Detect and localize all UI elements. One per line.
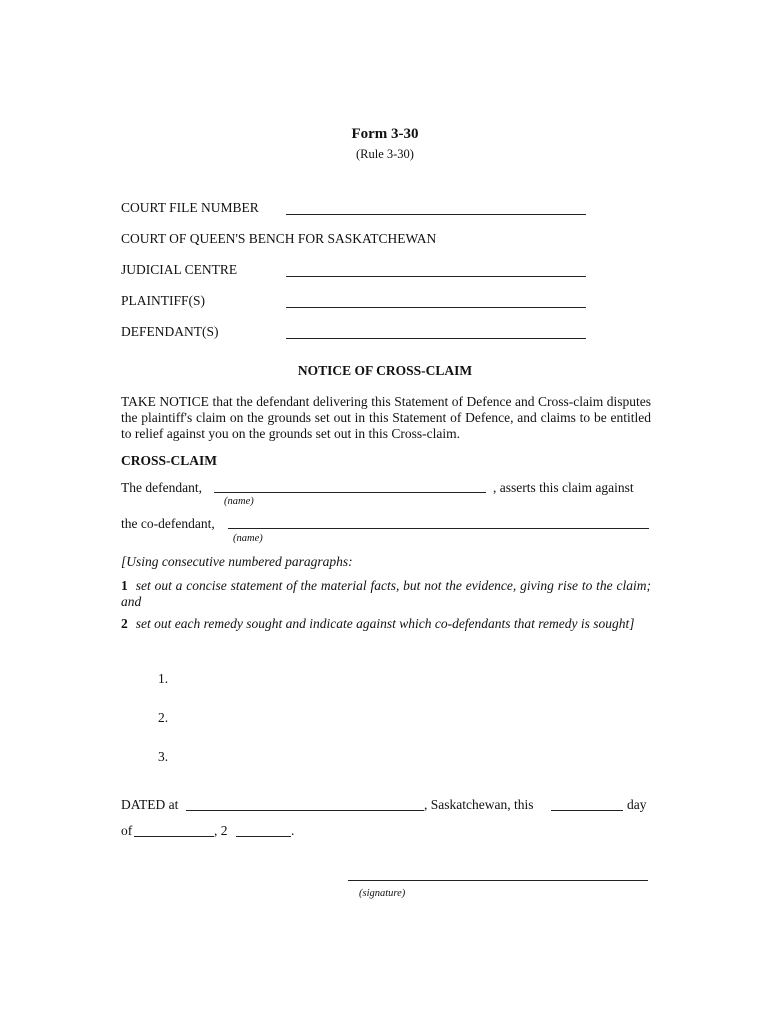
court-file-number-field[interactable] bbox=[286, 214, 586, 215]
paragraph-1[interactable]: 1. bbox=[158, 671, 169, 686]
codefendant-name-caption: (name) bbox=[233, 533, 263, 544]
instruction-2-number: 2 bbox=[121, 616, 128, 631]
notice-body: TAKE NOTICE that the defendant delivering this Statement of Defence and Cross-claim disputes the plaintiff's claim on the grounds set out in this Statement of Defence, and claims to be entitled to relief against you on the grounds set out in this Cross-claim. bbox=[121, 394, 651, 441]
judicial-centre-field[interactable] bbox=[286, 276, 586, 277]
dated-middle: , Saskatchewan, this bbox=[424, 797, 534, 812]
dated-day-label: day bbox=[627, 797, 647, 812]
cross-claim-heading: CROSS-CLAIM bbox=[121, 453, 218, 468]
judicial-centre-label: JUDICIAL CENTRE bbox=[121, 262, 238, 277]
signature-field[interactable] bbox=[348, 880, 648, 881]
defendant-name-caption: (name) bbox=[224, 496, 254, 507]
dated-year-suffix: . bbox=[291, 823, 295, 838]
rule-reference: (Rule 3-30) bbox=[356, 147, 414, 161]
instruction-intro: [Using consecutive numbered paragraphs: bbox=[121, 554, 353, 569]
paragraph-2[interactable]: 2. bbox=[158, 710, 169, 725]
defendants-label: DEFENDANT(S) bbox=[121, 324, 219, 339]
paragraph-3[interactable]: 3. bbox=[158, 749, 169, 764]
plaintiffs-field[interactable] bbox=[286, 307, 586, 308]
instruction-2 bbox=[121, 616, 651, 632]
codefendant-prefix: the co-defendant, bbox=[121, 516, 215, 531]
instruction-1-number: 1 bbox=[121, 578, 128, 593]
dated-month-field[interactable] bbox=[134, 836, 214, 837]
codefendant-name-field[interactable] bbox=[228, 528, 649, 529]
signature-caption: (signature) bbox=[359, 888, 406, 899]
form-title: Form 3-30 bbox=[351, 126, 419, 142]
instruction-2-text: set out each remedy sought and indicate against which co-defendants that remedy is sought] bbox=[135, 616, 635, 631]
court-name: COURT OF QUEEN'S BENCH FOR SASKATCHEWAN bbox=[121, 231, 437, 246]
dated-year-prefix: , 2 bbox=[214, 823, 228, 838]
instruction-1-text: set out a concise statement of the material facts, but not the evidence, giving rise to the claim; and bbox=[121, 578, 651, 609]
dated-day-field[interactable] bbox=[551, 810, 623, 811]
plaintiffs-label: PLAINTIFF(S) bbox=[121, 293, 206, 308]
defendants-field[interactable] bbox=[286, 338, 586, 339]
dated-prefix: DATED at bbox=[121, 797, 179, 812]
defendant-name-field[interactable] bbox=[214, 492, 486, 493]
defendant-prefix: The defendant, bbox=[121, 480, 202, 495]
dated-of-label: of bbox=[121, 823, 133, 838]
instruction-1 bbox=[121, 578, 651, 610]
dated-place-field[interactable] bbox=[186, 810, 424, 811]
dated-year-field[interactable] bbox=[236, 836, 291, 837]
defendant-suffix: , asserts this claim against bbox=[493, 480, 634, 495]
notice-heading: NOTICE OF CROSS-CLAIM bbox=[297, 363, 473, 378]
court-file-number-label: COURT FILE NUMBER bbox=[121, 200, 259, 215]
